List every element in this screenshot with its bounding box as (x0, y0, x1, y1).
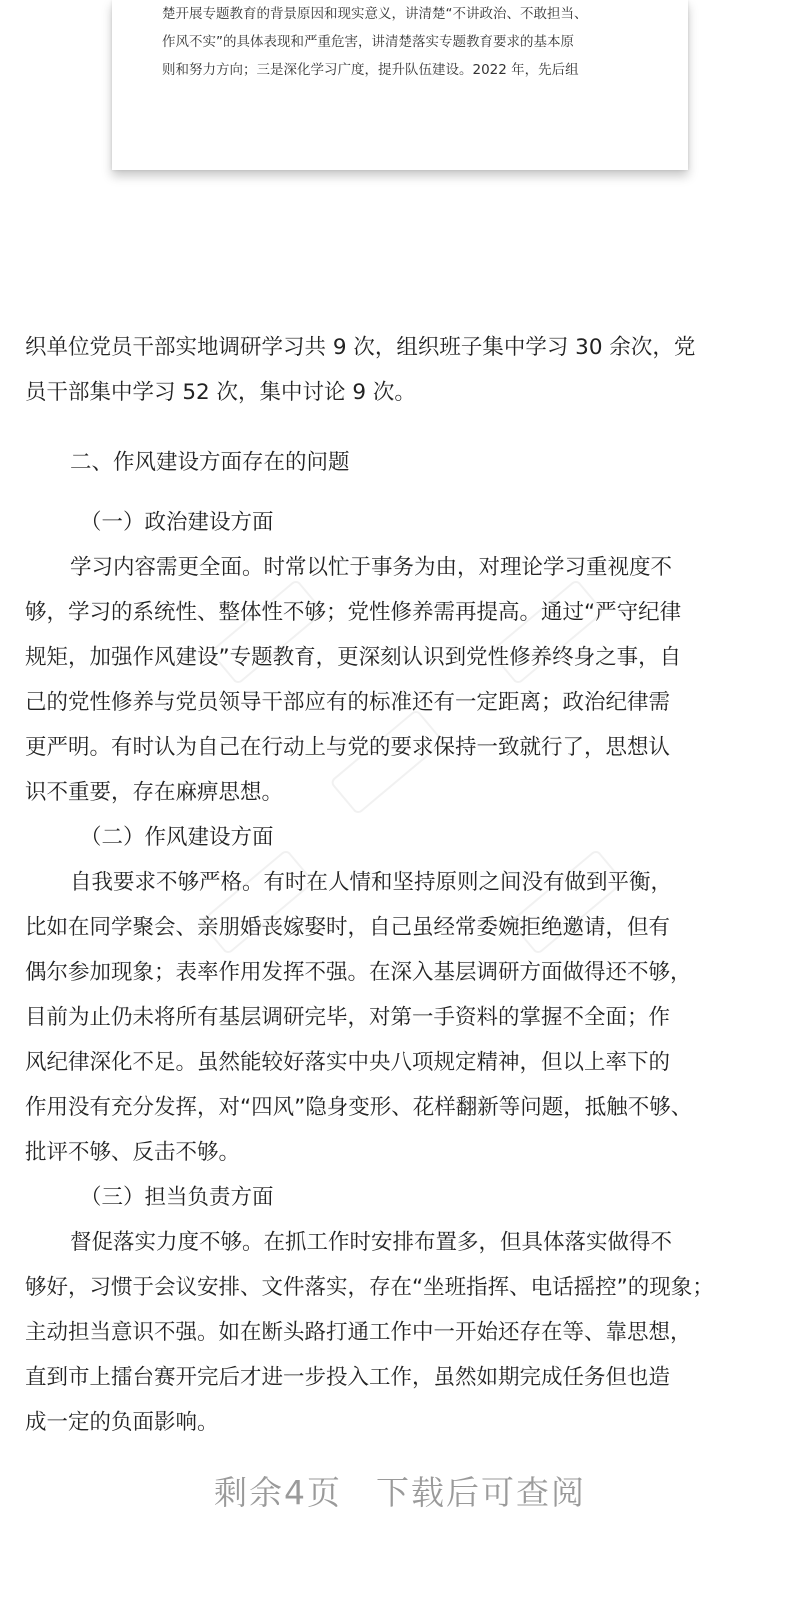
preview-card-line: 则和努力方向；三是深化学习广度，提升队伍建设。2022 年，先后组 (162, 62, 579, 78)
paragraph-line: 够好，习惯于会议安排、文件落实，存在“坐班指挥、电话摇控”的现象； (25, 1275, 714, 1300)
paragraph-line: 直到市上擂台赛开完后才进一步投入工作，虽然如期完成任务但也造 (25, 1365, 671, 1390)
subsection-heading: （三）担当负责方面 (80, 1185, 274, 1210)
preview-card-line: 作风不实”的具体表现和严重危害，讲清楚落实专题教育要求的基本原 (162, 34, 574, 50)
paragraph-line: 够，学习的系统性、整体性不够；党性修养需再提高。通过“严守纪律 (25, 600, 682, 625)
subsection-heading: （一）政治建设方面 (80, 510, 274, 535)
paragraph-line: 识不重要，存在麻痹思想。 (25, 780, 284, 805)
paragraph-line: 督促落实力度不够。在抓工作时安排布置多，但具体落实做得不 (70, 1230, 673, 1255)
paragraph-line: 比如在同学聚会、亲朋婚丧嫁娶时，自己虽经常委婉拒绝邀请，但有 (25, 915, 671, 940)
paragraph-line: 批评不够、反击不够。 (25, 1140, 241, 1165)
download-to-view-label[interactable]: 下载后可查阅 (376, 1473, 586, 1512)
preview-page-card (112, 0, 688, 170)
paragraph-line: 作用没有充分发挥，对“四风”隐身变形、花样翻新等问题，抵触不够、 (25, 1095, 693, 1120)
paragraph-line: 规矩，加强作风建设”专题教育，更深刻认识到党性修养终身之事，自 (25, 645, 682, 670)
paragraph-line: 己的党性修养与党员领导干部应有的标准还有一定距离；政治纪律需 (25, 690, 671, 715)
document-body (25, 325, 785, 1445)
section-heading: 二、作风建设方面存在的问题 (70, 450, 350, 475)
paragraph-line: 自我要求不够严格。有时在人情和坚持原则之间没有做到平衡， (70, 870, 673, 895)
subsection-heading: （二）作风建设方面 (80, 825, 274, 850)
paragraph-line: 偶尔参加现象；表率作用发挥不强。在深入基层调研方面做得还不够， (25, 960, 692, 985)
preview-card-text (162, 0, 652, 84)
paragraph-line: 目前为止仍未将所有基层调研完毕，对第一手资料的掌握不全面；作 (25, 1005, 671, 1030)
paragraph-line: 主动担当意识不强。如在断头路打通工作中一开始还存在等、靠思想， (25, 1320, 692, 1345)
intro-line: 织单位党员干部实地调研学习共 9 次，组织班子集中学习 30 余次，党 (25, 335, 696, 360)
paragraph-line: 学习内容需更全面。时常以忙于事务为由，对理论学习重视度不 (70, 555, 673, 580)
download-prompt[interactable] (0, 1467, 800, 1514)
paragraph-line: 风纪律深化不足。虽然能较好落实中央八项规定精神，但以上率下的 (25, 1050, 671, 1075)
paragraph-line: 更严明。有时认为自己在行动上与党的要求保持一致就行了，思想认 (25, 735, 671, 760)
preview-card-line: 楚开展专题教育的背景原因和现实意义，讲清楚“不讲政治、不敢担当、 (162, 6, 588, 22)
intro-line: 员干部集中学习 52 次，集中讨论 9 次。 (25, 380, 416, 405)
remaining-pages-label: 剩余4页 (214, 1473, 342, 1512)
paragraph-line: 成一定的负面影响。 (25, 1410, 219, 1435)
